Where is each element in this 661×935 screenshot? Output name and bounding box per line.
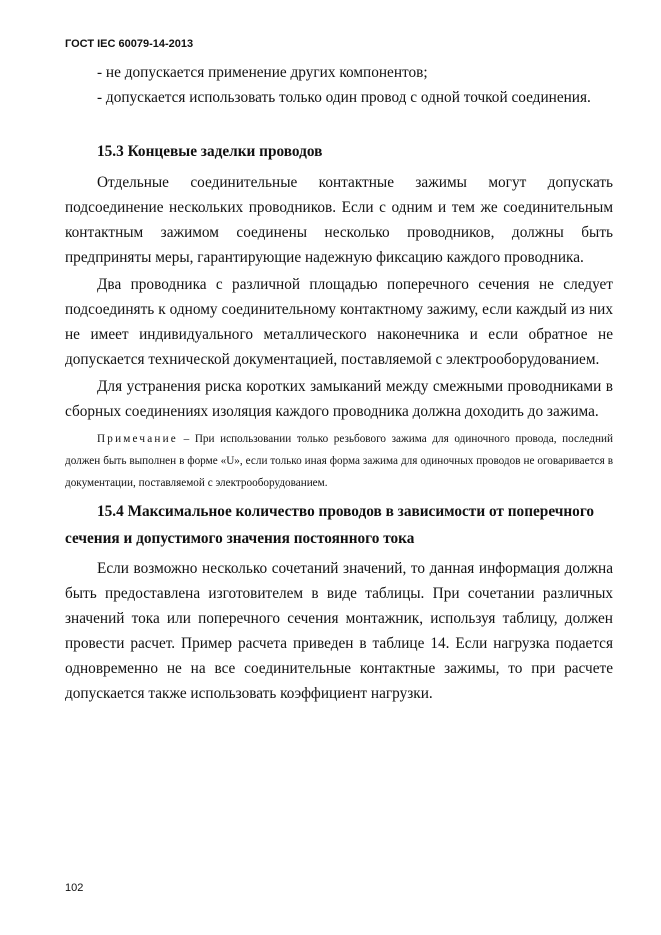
paragraph: Для устранения риска коротких замыканий между смежными проводниками в сборных соединениях изоляция каждого проводника должна доходить до зажима.	[65, 378, 613, 420]
page-number: 102	[65, 882, 84, 894]
note-text: При использовании только резьбового зажима для одиночного провода, последний должен быть выполнен в форме «U», если только иная форма зажима для одиночных проводов не оговаривается в документации, поставляемой с электрооборудованием.	[65, 433, 613, 489]
document-body	[65, 60, 613, 706]
section-heading-15-4: 15.4 Максимальное количество проводов в зависимости от поперечного сечения и допустимого значения постоянного тока	[65, 503, 595, 547]
section-heading-15-3: 15.3 Концевые заделки проводов	[97, 143, 323, 160]
paragraph: Если возможно несколько сочетаний значений, то данная информация должна быть предоставлена изготовителем в виде таблицы. При сочетании различных значений тока или поперечного сечения монтажник, используя таблицу, должен провести расчет. Пример расчета приведен в таблице 14. Если нагрузка подается одновременно не на все соединительные контактные зажимы, то при расчете допускается также использовать коэффициент нагрузки.	[65, 560, 613, 702]
list-item: - допускается использовать только один провод с одной точкой соединения.	[97, 89, 591, 106]
list-item: - не допускается применение других компонентов;	[97, 64, 428, 81]
note-dash: –	[177, 433, 195, 445]
paragraph: Отдельные соединительные контактные зажимы могут допускать подсоединение нескольких проводников. Если с одним и тем же соединительным контактным зажимом соединены несколько проводников, должны быть предприняты меры, гарантирующие надежную фиксацию каждого проводника.	[65, 174, 613, 266]
note	[65, 428, 613, 494]
note-label: Примечание	[97, 433, 178, 445]
paragraph: Два проводника с различной площадью поперечного сечения не следует подсоединять к одному соединительному контактному зажиму, если каждый из них не имеет индивидуального металлического наконечника и если обратное не допускается технической документацией, поставляемой с электрооборудованием.	[65, 276, 613, 368]
document-header: ГОСТ IEC 60079-14-2013	[65, 38, 194, 50]
